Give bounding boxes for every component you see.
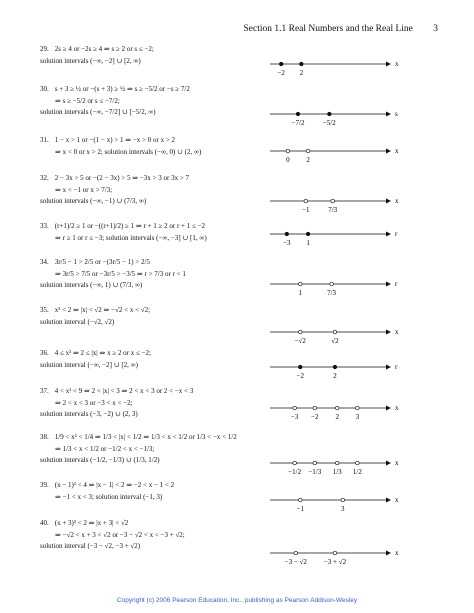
problem-text: 3r/5 − 1 > 2/5 or −(3r/5 − 1) > 2/5: [54, 258, 150, 266]
section-title: Section 1.1 Real Numbers and the Real Line: [243, 24, 413, 34]
tick-label: −2: [311, 413, 319, 421]
open-endpoint: [333, 330, 337, 334]
tick-label: 1: [306, 239, 310, 247]
problem-text: solution interval (−3 − √2, −3 + √2): [40, 542, 141, 550]
problem-text: s + 3 ≥ ½ or −(s + 3) ≥ ½ ⇒ s ≥ −5/2 or −s ≥ 7/2: [54, 85, 190, 93]
problem-text: ⇒ 1/3 < x < 1/2 or −1/2 < x < −1/3;: [55, 444, 155, 453]
problem-text: solution intervals (−1/2, −1/3) ∪ (1/3, 1/2): [40, 456, 160, 464]
problem-text: ⇒ x < 0 or x > 2; solution intervals (−∞, 0) ∪ (2, ∞): [55, 147, 202, 156]
problem-step: [40, 107, 272, 119]
tick-label: −3 − √2: [284, 558, 307, 566]
problem-text: ⇒ r ≥ 1 or r ≤ −3; solution intervals (−∞, −3] ∪ [1, ∞): [55, 233, 207, 242]
tick-label: −3 + √2: [323, 558, 347, 566]
copyright-footer: Copyright (c) 2006 Pearson Education, Inc., publishing as Pearson Addison-Wesley: [116, 597, 358, 604]
variable-label: x: [395, 60, 399, 68]
closed-endpoint: [300, 62, 304, 66]
problem-step: [40, 280, 272, 292]
tick-label: −2: [296, 372, 304, 380]
problem-step: [40, 398, 272, 410]
problem-statement: [40, 44, 272, 56]
problem-text: solution interval (−√2, √2): [40, 317, 115, 326]
variable-label: x: [395, 328, 399, 336]
problem-number: 32.: [40, 174, 49, 182]
closed-endpoint: [296, 112, 300, 116]
tick-label: −2: [277, 69, 285, 77]
tick-label: −3: [283, 239, 291, 247]
problem-statement: [40, 84, 272, 96]
open-endpoint: [293, 461, 297, 465]
problem-34: [40, 257, 272, 292]
open-endpoint: [341, 498, 345, 502]
tick-label: 1/2: [352, 468, 362, 476]
number-line: [266, 106, 396, 130]
tick-label: −5/2: [322, 119, 336, 127]
variable-label: x: [395, 404, 399, 412]
open-endpoint: [335, 461, 339, 465]
open-endpoint: [298, 330, 302, 334]
tick-label: −3: [290, 413, 299, 421]
problem-33: [40, 221, 272, 244]
problem-statement: [40, 257, 272, 269]
arrow-icon: [386, 330, 391, 335]
problem-step: [40, 269, 272, 281]
problem-text: solution intervals (−∞, −1) ∪ (7/3, ∞): [40, 197, 147, 205]
problem-number: 38.: [40, 433, 49, 441]
arrow-icon: [386, 365, 391, 370]
problem-statement: [40, 386, 272, 398]
problem-30: [40, 84, 272, 119]
tick-label: −1/2: [288, 468, 302, 476]
arrow-icon: [386, 112, 391, 117]
arrow-icon: [386, 282, 391, 287]
problem-step: [40, 185, 272, 197]
problem-text: solution intervals (−∞, 1) ∪ (7/3, ∞): [40, 281, 143, 289]
problem-number: 35.: [40, 306, 49, 314]
number-line: [266, 400, 399, 424]
open-endpoint: [333, 551, 337, 555]
variable-label: x: [395, 496, 399, 504]
variable-label: r: [395, 280, 398, 288]
problem-step: [40, 409, 272, 421]
problem-text: ⇒ x < −1 or x > 7/3;: [55, 185, 113, 194]
variable-label: r: [395, 363, 398, 371]
open-endpoint: [331, 199, 335, 203]
closed-endpoint: [298, 365, 302, 369]
closed-endpoint: [328, 112, 332, 116]
problem-text: ⇒ s ≥ −5/2 or s ≤ −7/2;: [55, 96, 120, 105]
arrow-icon: [386, 461, 391, 466]
problem-step: [40, 56, 272, 68]
number-line: [266, 455, 399, 479]
problem-text: solution intervals (−3, −2) ∪ (2, 3): [40, 410, 138, 418]
problem-number: 40.: [40, 519, 49, 527]
variable-label: s: [395, 110, 398, 118]
closed-endpoint: [285, 232, 289, 236]
problem-statement: [40, 348, 272, 360]
variable-label: x: [395, 459, 399, 467]
problem-text: ⇒ −√2 < x + 3 < √2 or −3 − √2 < x < −3 + √2;: [55, 530, 185, 539]
problem-step: [40, 233, 272, 245]
number-line: [266, 492, 399, 516]
problem-step: [40, 492, 272, 504]
problem-text: 1/9 < x² < 1/4 ⇒ 1/3 < |x| < 1/2 ⇒ 1/3 < x < 1/2 or 1/3 < −x < 1/2: [54, 433, 237, 441]
problem-statement: [40, 135, 272, 147]
problem-step: [40, 317, 272, 329]
tick-label: √2: [331, 337, 339, 345]
problem-step: [40, 541, 272, 553]
problem-text: 2 − 3x > 5 or −(2 − 3x) > 5 ⇒ −3x > 3 or 3x > 7: [54, 174, 190, 182]
problem-number: 30.: [40, 85, 49, 93]
problem-statement: [40, 173, 272, 185]
open-endpoint: [306, 149, 310, 153]
problem-number: 34.: [40, 258, 49, 266]
closed-endpoint: [306, 232, 310, 236]
problem-38: [40, 432, 272, 467]
problem-statement: [40, 305, 272, 317]
tick-label: 1: [298, 289, 302, 297]
open-endpoint: [313, 406, 317, 410]
open-endpoint: [330, 282, 334, 286]
open-endpoint: [298, 282, 302, 286]
arrow-icon: [386, 199, 391, 204]
problem-number: 36.: [40, 349, 49, 357]
tick-label: 7/3: [327, 289, 337, 297]
tick-label: 3: [341, 505, 345, 513]
tick-label: −7/2: [291, 119, 305, 127]
problem-text: (x + 3)² < 2 ⇒ |x + 3| < √2: [54, 519, 129, 527]
problem-text: ⇒ 3r/5 > 7/5 or −3r/5 > −3/5 ⇒ r > 7/3 or r < 1: [55, 269, 186, 278]
problem-36: [40, 348, 272, 371]
problem-text: 4 < x² < 9 ⇒ 2 < |x| < 3 ⇒ 2 < x < 3 or 2 < −x < 3: [54, 387, 194, 395]
arrow-icon: [386, 232, 391, 237]
problem-text: x² < 2 ⇒ |x| < √2 ⇒ −√2 < x < √2;: [54, 306, 151, 314]
tick-label: 2: [335, 413, 339, 421]
problem-text: 2s ≥ 4 or −2s ≥ 4 ⇒ s ≥ 2 or s ≤ −2;: [54, 45, 154, 53]
problem-number: 37.: [40, 387, 49, 395]
problem-statement: [40, 480, 272, 492]
number-line: [266, 276, 396, 300]
problem-text: (x − 1)² < 4 ⇒ |x − 1| < 2 ⇒ −2 < x − 1 < 2: [54, 481, 175, 489]
problem-35: [40, 305, 272, 328]
problem-40: [40, 518, 272, 553]
open-endpoint: [293, 406, 297, 410]
problem-37: [40, 386, 272, 421]
problem-31: [40, 135, 272, 158]
problem-text: 1 − x > 1 or −(1 − x) > 1 ⇒ −x > 0 or x > 2: [54, 136, 176, 144]
tick-label: 0: [286, 156, 290, 164]
variable-label: r: [395, 230, 398, 238]
number-line: [266, 193, 399, 217]
problem-29: [40, 44, 272, 67]
problem-text: (r+1)/2 ≥ 1 or −((r+1)/2) ≥ 1 ⇒ r + 1 ≥ 2 or r + 1 ≤ −2: [54, 222, 206, 230]
open-endpoint: [298, 498, 302, 502]
problem-text: ⇒ −1 < x < 3; solution interval (−1, 3): [55, 492, 163, 501]
problem-text: ⇒ 2 < x < 3 or −3 < x < −2;: [55, 398, 133, 407]
problem-step: [40, 455, 272, 467]
number-line: [266, 359, 396, 383]
page-number: 3: [433, 24, 438, 34]
problem-number: 29.: [40, 45, 49, 53]
problem-step: [40, 360, 272, 372]
tick-label: 1/3: [332, 468, 342, 476]
problem-text: solution intervals (−∞, −2] ∪ [2, ∞): [40, 56, 141, 65]
arrow-icon: [386, 406, 391, 411]
tick-label: 2: [333, 372, 337, 380]
open-endpoint: [286, 149, 290, 153]
variable-label: x: [395, 147, 399, 155]
problem-step: [40, 196, 272, 208]
open-endpoint: [356, 406, 360, 410]
problem-text: solution intervals (−∞, −7/2] ∪ [−5/2, ∞): [40, 108, 156, 116]
open-endpoint: [304, 199, 308, 203]
problem-number: 39.: [40, 481, 49, 489]
open-endpoint: [356, 461, 360, 465]
problem-step: [40, 444, 272, 456]
problem-step: [40, 147, 272, 159]
tick-label: 2: [306, 156, 310, 164]
problem-text: 4 ≤ x² ⇒ 2 ≤ |x| ⇒ x ≥ 2 or x ≤ −2;: [54, 349, 151, 357]
arrow-icon: [386, 62, 391, 67]
open-endpoint: [335, 406, 339, 410]
problem-32: [40, 173, 272, 208]
arrow-icon: [386, 551, 391, 556]
problem-number: 31.: [40, 136, 49, 144]
arrow-icon: [386, 149, 391, 154]
problem-statement: [40, 518, 272, 530]
problem-statement: [40, 432, 272, 444]
arrow-icon: [386, 498, 391, 503]
number-line: [266, 143, 399, 167]
problem-statement: [40, 221, 272, 233]
number-line: [266, 56, 399, 80]
open-endpoint: [294, 551, 298, 555]
number-line: [266, 545, 399, 569]
variable-label: x: [395, 197, 399, 205]
tick-label: −1/3: [308, 468, 322, 476]
tick-label: 7/3: [328, 206, 338, 214]
tick-label: −1: [296, 505, 304, 513]
number-line: [266, 226, 396, 250]
problem-text: solution interval (−∞, −2] ∪ [2, ∞): [40, 360, 139, 369]
tick-label: −√2: [294, 337, 306, 345]
problem-39: [40, 480, 272, 503]
page-header: [244, 24, 439, 34]
tick-label: −1: [302, 206, 310, 214]
tick-label: 3: [355, 413, 360, 421]
problem-number: 33.: [40, 222, 49, 230]
closed-endpoint: [333, 365, 337, 369]
problem-step: [40, 96, 272, 108]
closed-endpoint: [279, 62, 283, 66]
tick-label: 2: [299, 69, 304, 77]
problem-step: [40, 530, 272, 542]
number-line: [266, 324, 399, 348]
variable-label: x: [395, 549, 399, 557]
open-endpoint: [313, 461, 317, 465]
